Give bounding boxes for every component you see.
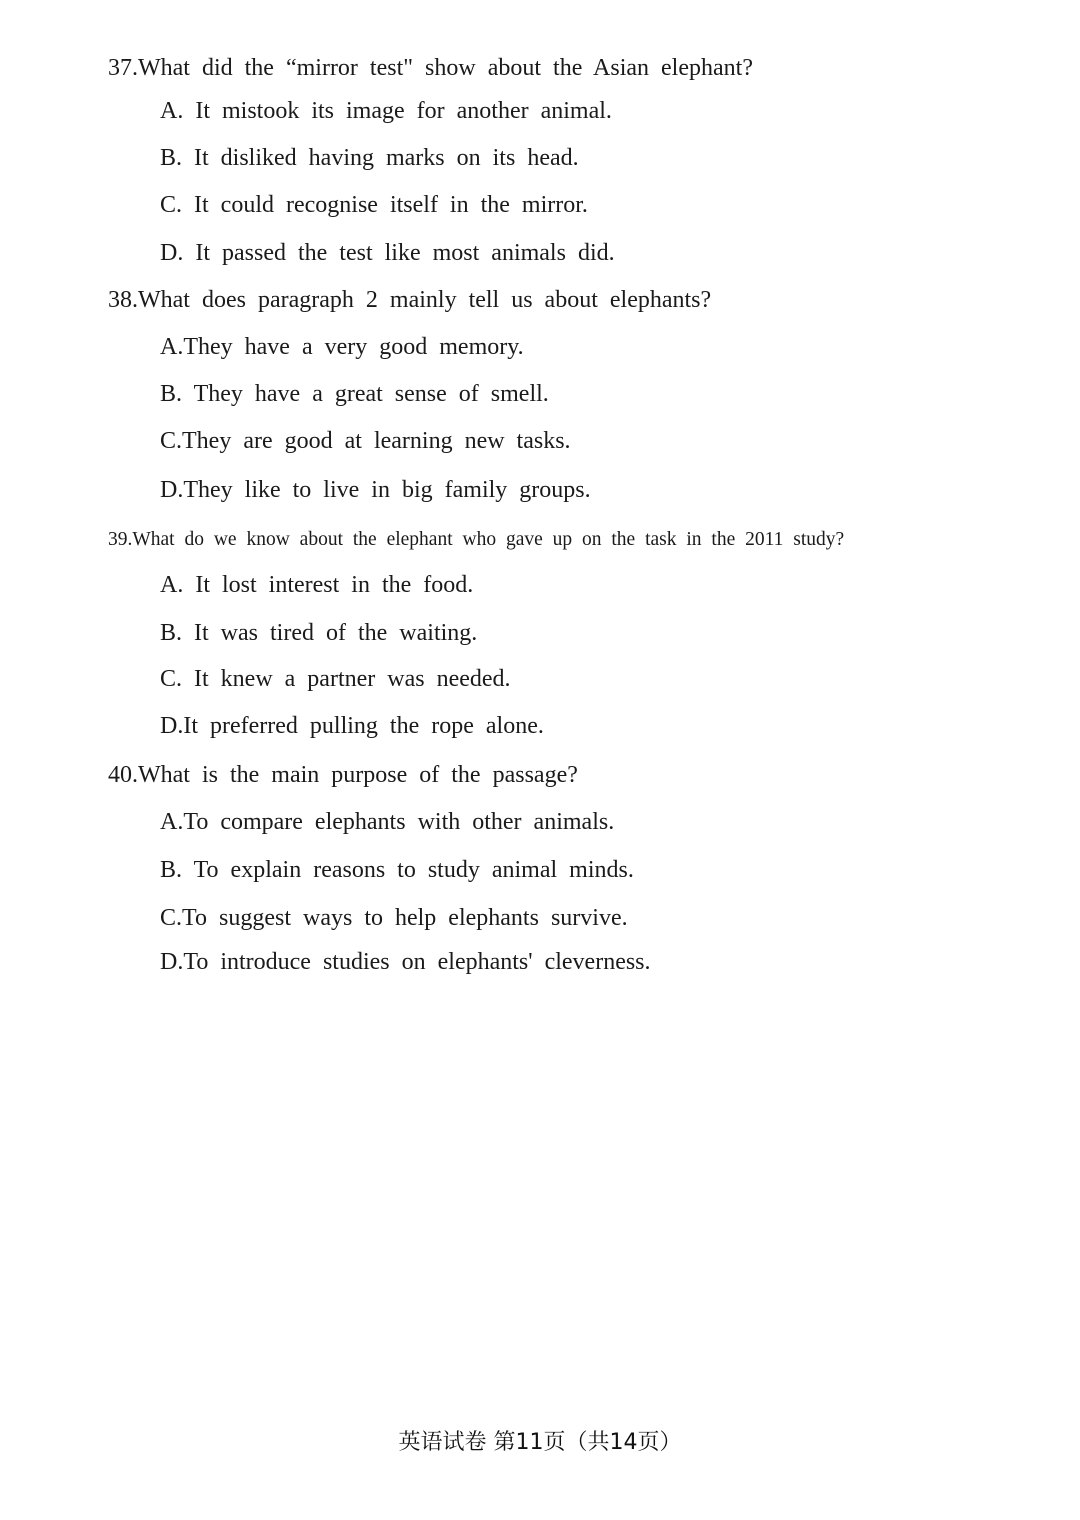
question-37-option-d: D. It passed the test like most animals did. [160, 240, 615, 266]
question-38-stem: 38.What does paragraph 2 mainly tell us about elephants? [108, 287, 712, 313]
question-37-option-c: C. It could recognise itself in the mirror. [160, 192, 588, 218]
question-39-option-a: A. It lost interest in the food. [160, 572, 474, 598]
question-39-option-d: D.It preferred pulling the rope alone. [160, 713, 544, 739]
question-39-option-c: C. It knew a partner was needed. [160, 666, 511, 692]
question-40-option-a: A.To compare elephants with other animals. [160, 809, 615, 835]
question-38-option-b: B. They have a great sense of smell. [160, 381, 549, 407]
question-37-option-a: A. It mistook its image for another animal. [160, 98, 612, 124]
question-38-option-c: C.They are good at learning new tasks. [160, 428, 571, 454]
question-39-option-b: B. It was tired of the waiting. [160, 620, 478, 646]
question-40-option-c: C.To suggest ways to help elephants survive. [160, 905, 628, 931]
question-40-option-b: B. To explain reasons to study animal minds. [160, 857, 634, 883]
question-37-option-b: B. It disliked having marks on its head. [160, 145, 579, 171]
question-38-option-a: A.They have a very good memory. [160, 334, 524, 360]
question-37-stem: 37.What did the “mirror test" show about the Asian elephant? [108, 55, 753, 81]
question-40-stem: 40.What is the main purpose of the passage? [108, 762, 578, 788]
question-40-option-d: D.To introduce studies on elephants' cleverness. [160, 949, 651, 975]
question-39-stem: 39.What do we know about the elephant who gave up on the task in the 2011 study? [108, 529, 845, 550]
page-footer: 英语试卷 第11页（共14页） [398, 1430, 682, 1455]
question-38-option-d: D.They like to live in big family groups. [160, 477, 591, 503]
